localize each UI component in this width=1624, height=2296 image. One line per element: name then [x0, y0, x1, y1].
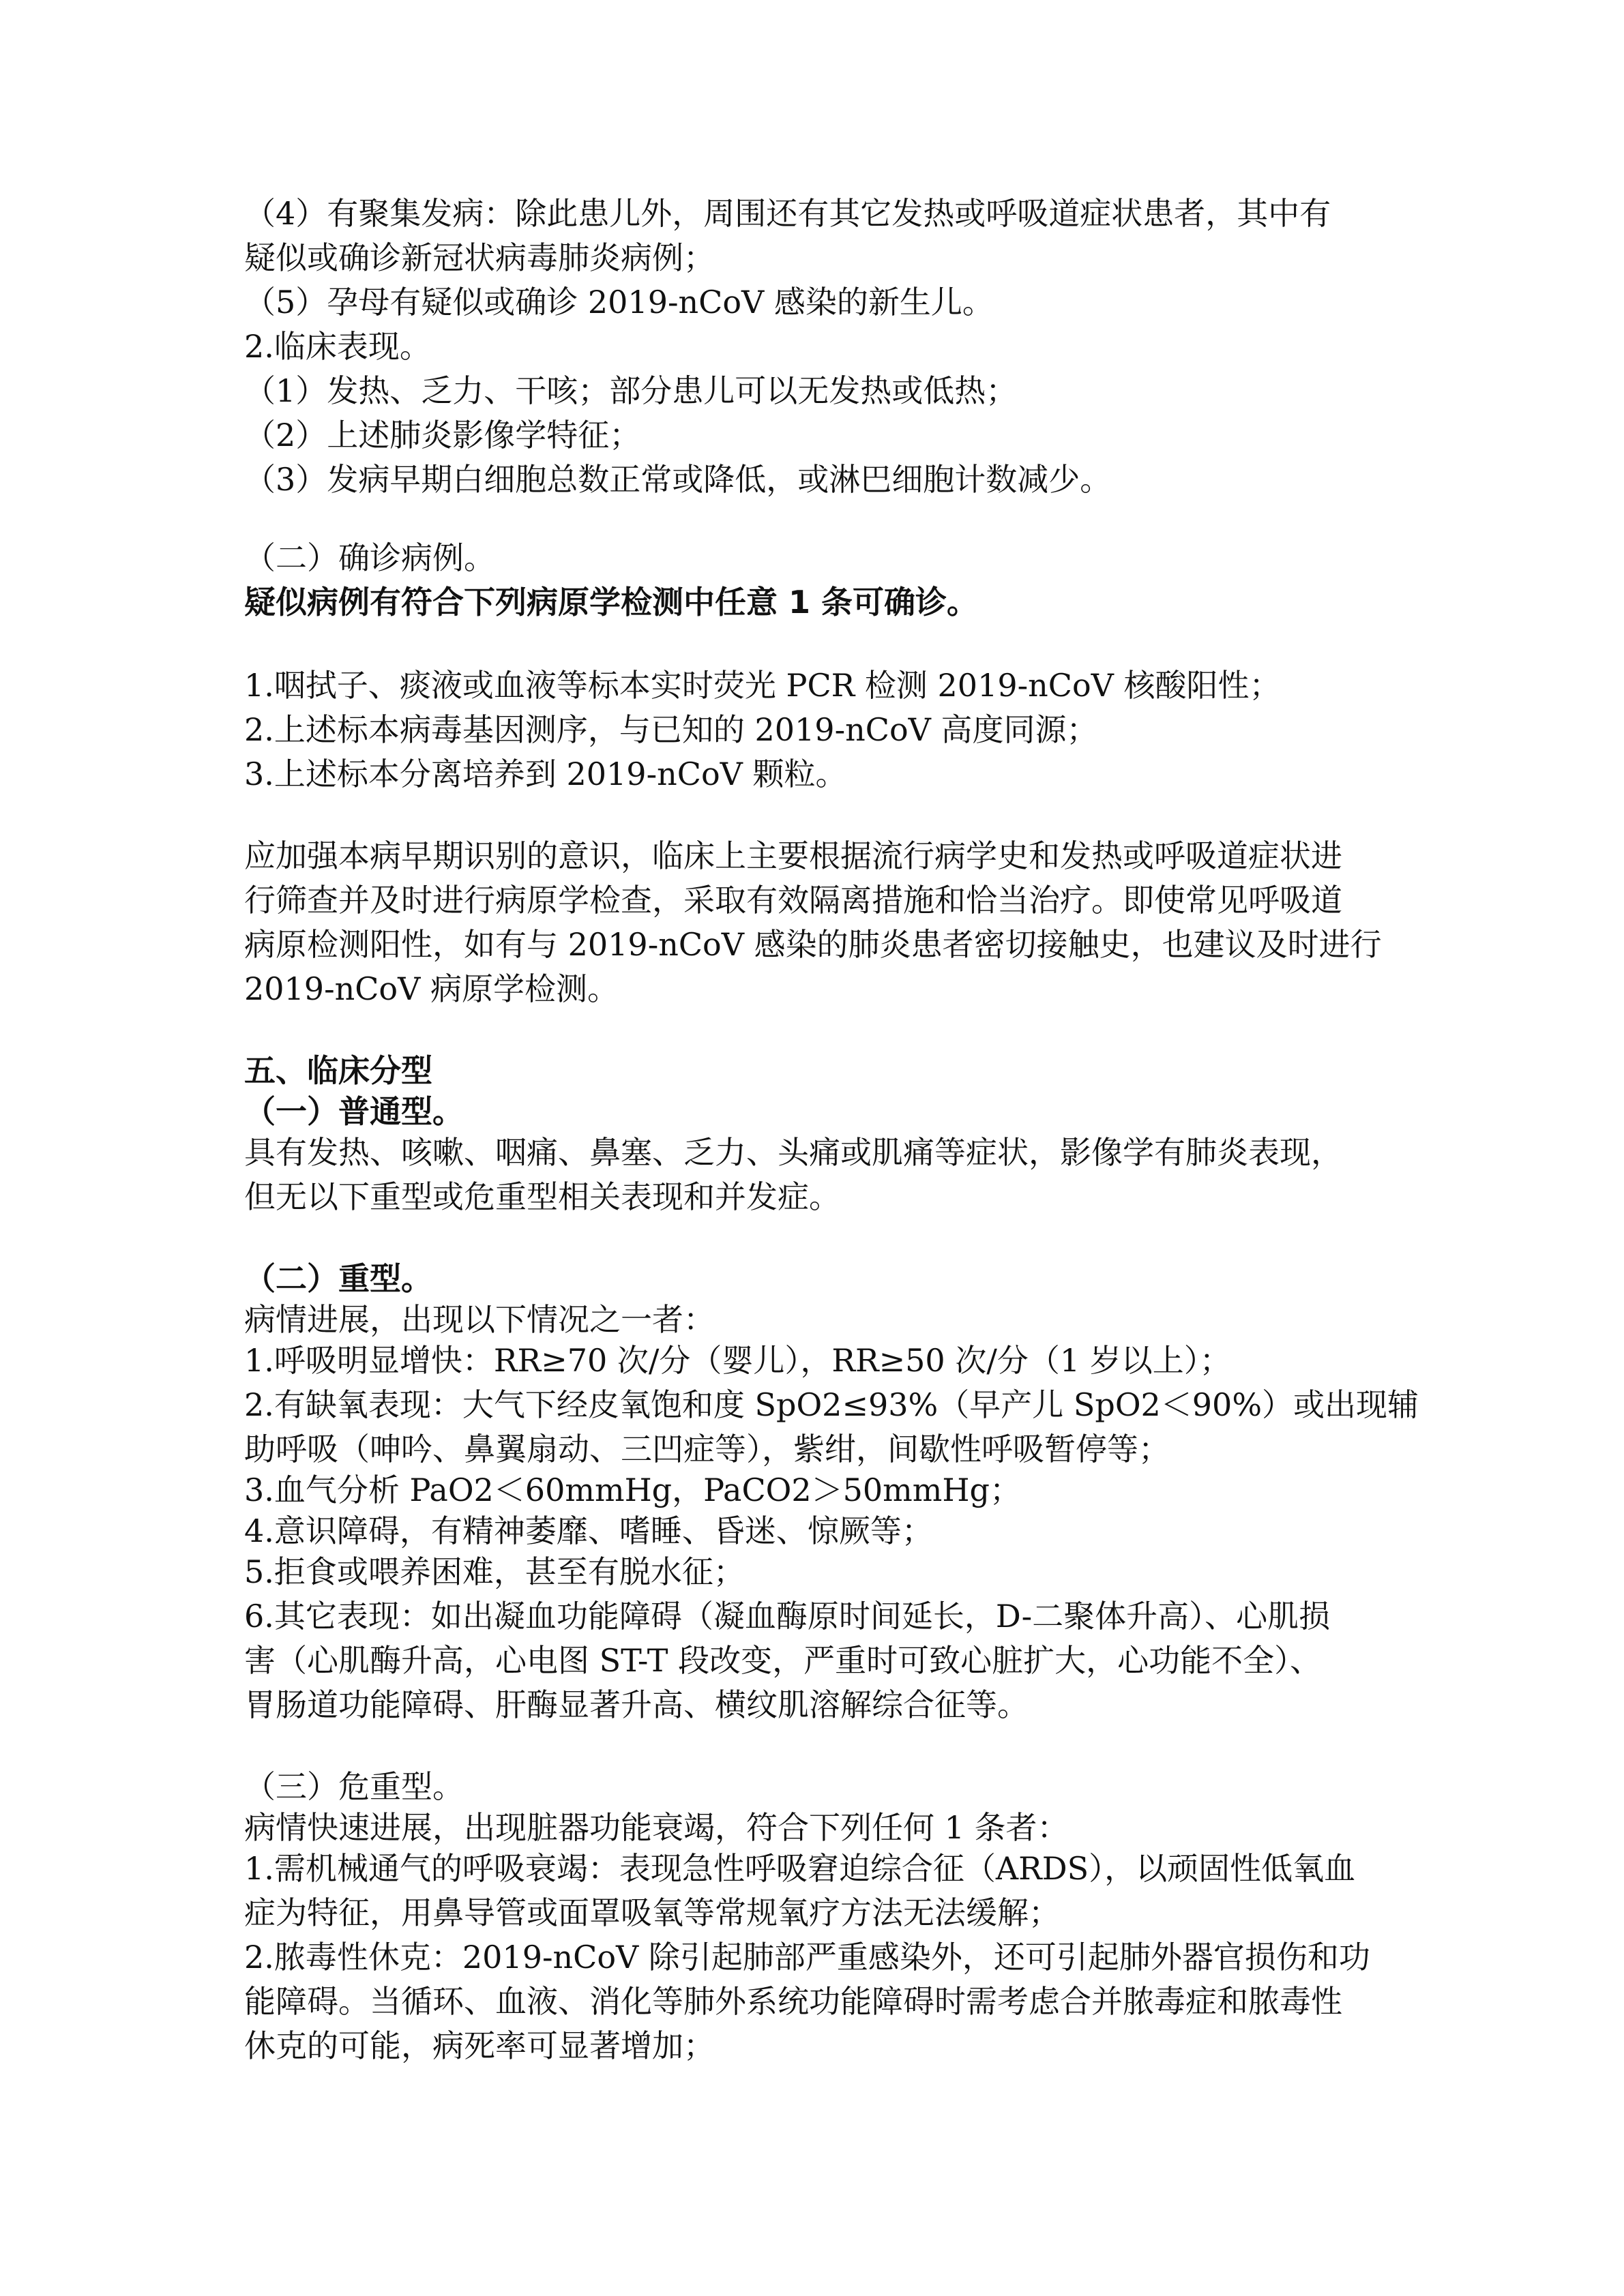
body-line: （5）孕母有疑似或确诊 2019-nCoV 感染的新生儿。 [244, 284, 994, 320]
section-heading: 2.临床表现。 [244, 328, 431, 365]
body-line: 6.其它表现：如出凝血功能障碍（凝血酶原时间延长，D-二聚体升高）、心肌损 [244, 1598, 1331, 1635]
body-line: 休克的可能，病死率可显著增加； [244, 2027, 715, 2064]
body-line: 能障碍。当循环、血液、消化等肺外系统功能障碍时需考虑合并脓毒症和脓毒性 [244, 1983, 1342, 2020]
body-line: 应加强本病早期识别的意识，临床上主要根据流行病学史和发热或呼吸道症状进 [244, 837, 1342, 874]
body-line: 助呼吸（呻吟、鼻翼扇动、三凹症等），紫绀，间歇性呼吸暂停等； [244, 1431, 1170, 1467]
body-line: 2019-nCoV 病原学检测。 [244, 970, 619, 1007]
body-line: 胃肠道功能障碍、肝酶显著升高、横纹肌溶解综合征等。 [244, 1686, 1029, 1723]
body-line: 1.咽拭子、痰液或血液等标本实时荧光 PCR 检测 2019-nCoV 核酸阳性； [244, 667, 1281, 704]
section-heading: （二）确诊病例。 [244, 539, 495, 576]
body-line: 1.需机械通气的呼吸衰竭：表现急性呼吸窘迫综合征（ARDS），以顽固性低氧血 [244, 1850, 1356, 1887]
body-line: 3.血气分析 PaO2＜60mmHg，PaCO2＞50mmHg； [244, 1472, 1021, 1508]
subsection-heading: （一）普通型。 [244, 1093, 464, 1130]
body-line: （2）上述肺炎影像学特征； [244, 417, 641, 453]
body-line: 3.上述标本分离培养到 2019-nCoV 颗粒。 [244, 756, 847, 792]
body-line: （1）发热、乏力、干咳；部分患儿可以无发热或低热； [244, 372, 1018, 409]
bold-statement: 疑似病例有符合下列病原学检测中任意 1 条可确诊。 [244, 584, 979, 621]
body-line: 5.拒食或喂养困难，甚至有脱水征； [244, 1553, 745, 1590]
body-line: 行筛查并及时进行病原学检查，采取有效隔离措施和恰当治疗。即使常见呼吸道 [244, 882, 1342, 919]
body-line: 2.有缺氧表现：大气下经皮氧饱和度 SpO2≤93%（早产儿 SpO2＜90%）或出现辅 [244, 1386, 1419, 1423]
body-line: 1.呼吸明显增快：RR≥70 次/分（婴儿），RR≥50 次/分（1 岁以上）； [244, 1342, 1231, 1379]
body-line: 病情进展，出现以下情况之一者： [244, 1301, 715, 1338]
body-line: 2.上述标本病毒基因测序，与已知的 2019-nCoV 高度同源； [244, 711, 1098, 748]
subsection-heading: （三）危重型。 [244, 1768, 464, 1805]
body-line: 但无以下重型或危重型相关表现和并发症。 [244, 1178, 840, 1215]
body-line: 害（心肌酶升高，心电图 ST-T 段改变，严重时可致心脏扩大，心功能不全）、 [244, 1642, 1322, 1679]
body-line: 2.脓毒性休克：2019-nCoV 除引起肺部严重感染外，还可引起肺外器官损伤和功 [244, 1939, 1370, 1976]
body-line: 4.意识障碍，有精神萎靡、嗜睡、昏迷、惊厥等； [244, 1512, 933, 1549]
body-line: 病情快速进展，出现脏器功能衰竭，符合下列任何 1 条者： [244, 1809, 1069, 1846]
body-line: 症为特征，用鼻导管或面罩吸氧等常规氧疗方法无法缓解； [244, 1894, 1060, 1931]
body-line: 疑似或确诊新冠状病毒肺炎病例； [244, 239, 715, 276]
subsection-heading: （二）重型。 [244, 1260, 432, 1297]
body-line: （3）发病早期白细胞总数正常或降低，或淋巴细胞计数减少。 [244, 461, 1112, 498]
section-heading: 五、临床分型 [244, 1052, 432, 1089]
body-line: 病原检测阳性，如有与 2019-nCoV 感染的肺炎患者密切接触史，也建议及时进行 [244, 926, 1382, 963]
body-line: （4）有聚集发病：除此患儿外，周围还有其它发热或呼吸道症状患者，其中有 [244, 195, 1331, 232]
body-line: 具有发热、咳嗽、咽痛、鼻塞、乏力、头痛或肌痛等症状，影像学有肺炎表现， [244, 1134, 1342, 1171]
